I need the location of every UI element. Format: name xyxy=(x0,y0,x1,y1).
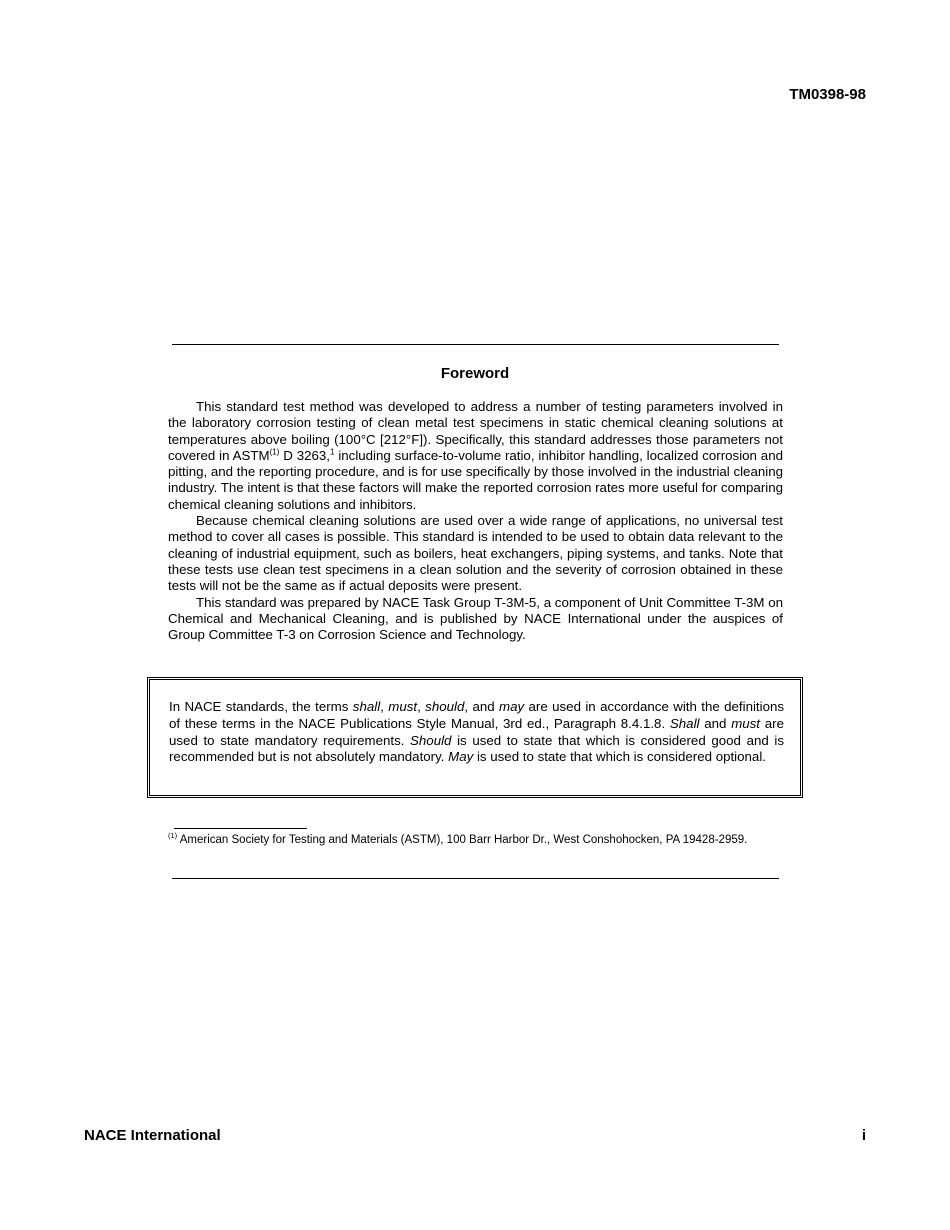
foreword-paragraph-1 xyxy=(168,399,783,513)
note-text-1: In NACE standards, the terms xyxy=(169,699,353,714)
terminology-note-box xyxy=(147,677,803,798)
note-text-4: are used to state mandatory requirements. xyxy=(169,715,784,748)
p1-text-c: including surface-to-volume ratio, inhibitor handling, localized corrosion and pitting, and the reporting procedure, and is for use specifically by those involved in the industrial cleaning industry. The intent is that these factors will make the reported corrosion rates more useful for comparing chemical cleaning solutions and inhibitors. xyxy=(168,447,783,512)
term-should: should xyxy=(425,699,465,714)
note-text-2: are used in accordance with the definitions of these terms in the NACE Publications Style Manual, 3rd ed., Paragraph 8.4.1.8. xyxy=(169,699,785,731)
note-sep-2: , xyxy=(417,699,426,714)
note-sep-1: , xyxy=(380,699,389,714)
p1-text-b: D 3263, xyxy=(279,447,330,463)
p1-text-a: This standard test method was developed to address a number of testing parameters involved in the laboratory corrosion testing of clean metal test specimens in static chemical cleaning solutions at temperatures above boiling (100°C [212°F]). Specifically, this standard addresses those parameters not covered in ASTM xyxy=(168,399,783,463)
term-may: may xyxy=(499,699,525,714)
term-must: must xyxy=(388,699,418,714)
note-text-3: and xyxy=(699,715,732,731)
foreword-paragraph-3: This standard was prepared by NACE Task Group T-3M-5, a component of Unit Committee T-3M on Chemical and Mechanical Cleaning, and is published by NACE International under the auspices of Group Committee T-3 on Corrosion Science and Technology. xyxy=(168,594,783,643)
footnote-ref-1: (1) xyxy=(269,447,280,457)
bottom-divider xyxy=(172,878,779,879)
note-text-5: is used to state that which is considered good and is recommended but is not absolutely mandatory. xyxy=(169,732,784,765)
page-number: i xyxy=(861,1127,866,1144)
term-shall-cap: Shall xyxy=(669,715,700,731)
term-may-cap: May xyxy=(448,749,474,765)
foreword-paragraph-2: Because chemical cleaning solutions are used over a wide range of applications, no universal test method to cover all cases is possible. This standard is intended to be used to obtain data relevant to the cleaning of industrial equipment, such as boilers, heat exchangers, piping systems, and tanks. Note that these tests use clean test specimens in a clean solution and the severity of corrosion obtained in these tests will not be the same as if actual deposits were present. xyxy=(168,513,783,594)
footnote-marker: (1) xyxy=(168,831,178,841)
foreword-title: Foreword xyxy=(440,365,510,382)
footnote-1 xyxy=(168,832,808,848)
document-id: TM0398-98 xyxy=(789,86,866,103)
note-sep-3: , and xyxy=(464,699,500,714)
note-text-6: is used to state that which is considered optional. xyxy=(473,749,766,765)
term-must-2: must xyxy=(731,715,761,731)
footnote-separator xyxy=(174,828,307,829)
reference-1: 1 xyxy=(330,447,335,457)
top-divider xyxy=(172,344,779,345)
footnote-text: American Society for Testing and Materials (ASTM), 100 Barr Harbor Dr., West Conshohocken, PA 19428-2959. xyxy=(177,834,748,846)
terminology-note-text xyxy=(169,699,784,766)
term-shall: shall xyxy=(352,699,381,714)
footer-organization: NACE International xyxy=(84,1127,221,1144)
foreword-body xyxy=(168,399,783,643)
term-should-cap: Should xyxy=(410,732,452,748)
